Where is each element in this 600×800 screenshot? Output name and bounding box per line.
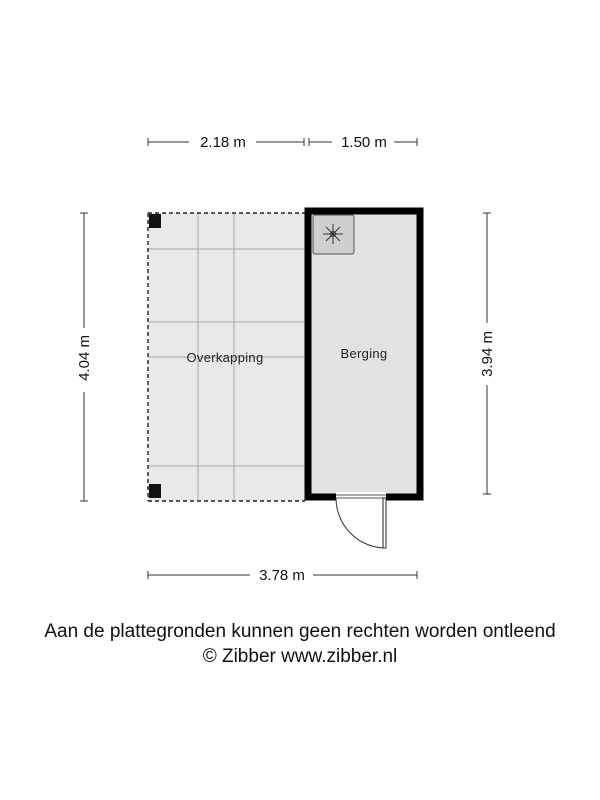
room-label-overkapping: Overkapping [186, 350, 264, 365]
dimension-top-right [309, 134, 417, 151]
dimension-left [76, 213, 93, 501]
dimension-top-left [148, 134, 304, 151]
dimension-top-left-label: 2.18 m [200, 134, 246, 151]
room-label-berging: Berging [340, 346, 388, 361]
overkapping-area [148, 213, 305, 501]
dimension-left-label: 4.04 m [76, 335, 93, 381]
dimension-right-label: 3.94 m [479, 331, 496, 377]
disclaimer-text: Aan de plattegronden kunnen geen rechten worden ontleend [44, 621, 556, 642]
dimension-right [479, 213, 496, 494]
credit-text: © Zibber www.zibber.nl [202, 646, 398, 667]
dimension-bottom [148, 567, 417, 584]
post-bottom [149, 484, 161, 498]
dimension-top-right-label: 1.50 m [341, 134, 387, 151]
berging-room [308, 211, 420, 548]
post-top [149, 214, 161, 228]
fan-icon [313, 215, 354, 254]
dimension-bottom-label: 3.78 m [259, 567, 305, 584]
door [336, 498, 386, 548]
